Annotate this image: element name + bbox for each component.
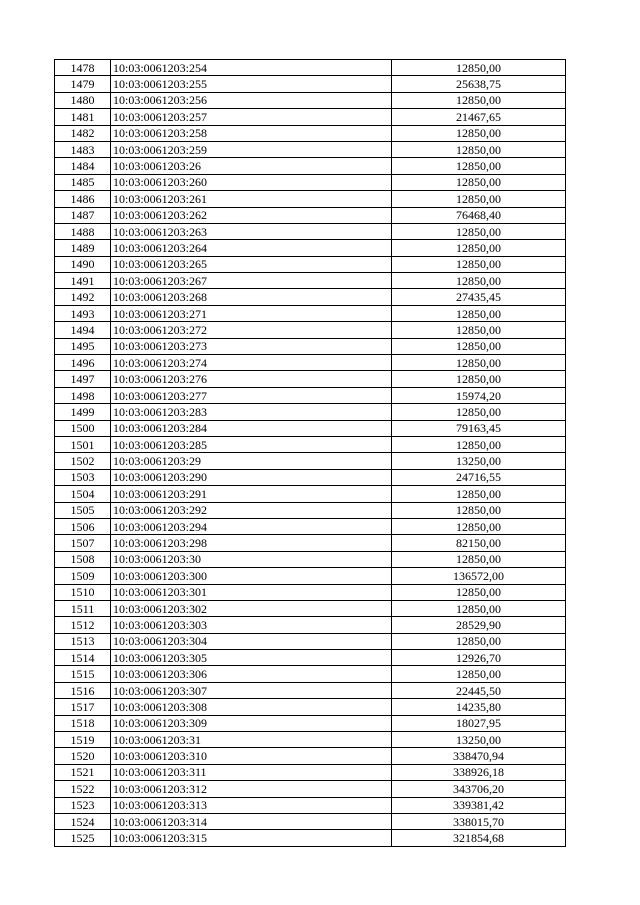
table-row <box>55 436 566 452</box>
table-row <box>55 732 566 748</box>
cadastral-value-table <box>54 59 566 847</box>
cadastral-number-cell: 10:03:0061203:259 <box>111 141 392 157</box>
cadastral-number-cell: 10:03:0061203:309 <box>111 715 392 731</box>
cadastral-number-cell: 10:03:0061203:292 <box>111 502 392 518</box>
row-number-cell: 1525 <box>55 830 111 846</box>
value-cell: 12850,00 <box>392 191 566 207</box>
row-number-cell: 1504 <box>55 486 111 502</box>
row-number-cell: 1524 <box>55 813 111 829</box>
value-cell: 12850,00 <box>392 502 566 518</box>
row-number-cell: 1482 <box>55 125 111 141</box>
value-cell: 321854,68 <box>392 830 566 846</box>
cadastral-number-cell: 10:03:0061203:314 <box>111 813 392 829</box>
table-row <box>55 109 566 125</box>
value-cell: 12850,00 <box>392 338 566 354</box>
table-row <box>55 223 566 239</box>
value-cell: 12850,00 <box>392 141 566 157</box>
cadastral-number-cell: 10:03:0061203:31 <box>111 732 392 748</box>
row-number-cell: 1490 <box>55 256 111 272</box>
cadastral-number-cell: 10:03:0061203:294 <box>111 518 392 534</box>
row-number-cell: 1502 <box>55 453 111 469</box>
value-cell: 343706,20 <box>392 781 566 797</box>
row-number-cell: 1497 <box>55 371 111 387</box>
table-row <box>55 420 566 436</box>
value-cell: 28529,90 <box>392 617 566 633</box>
value-cell: 12850,00 <box>392 60 566 76</box>
cadastral-number-cell: 10:03:0061203:310 <box>111 748 392 764</box>
table-row <box>55 666 566 682</box>
cadastral-number-cell: 10:03:0061203:311 <box>111 764 392 780</box>
value-cell: 12850,00 <box>392 355 566 371</box>
table-row <box>55 338 566 354</box>
row-number-cell: 1485 <box>55 174 111 190</box>
row-number-cell: 1521 <box>55 764 111 780</box>
row-number-cell: 1511 <box>55 600 111 616</box>
table-row <box>55 289 566 305</box>
cadastral-number-cell: 10:03:0061203:257 <box>111 109 392 125</box>
table-row <box>55 453 566 469</box>
value-cell: 339381,42 <box>392 797 566 813</box>
value-cell: 12850,00 <box>392 486 566 502</box>
row-number-cell: 1506 <box>55 518 111 534</box>
table-row <box>55 699 566 715</box>
value-cell: 338926,18 <box>392 764 566 780</box>
row-number-cell: 1503 <box>55 469 111 485</box>
cadastral-number-cell: 10:03:0061203:254 <box>111 60 392 76</box>
value-cell: 12850,00 <box>392 633 566 649</box>
value-cell: 18027,95 <box>392 715 566 731</box>
table-row <box>55 518 566 534</box>
value-cell: 12850,00 <box>392 240 566 256</box>
table-row <box>55 158 566 174</box>
cadastral-number-cell: 10:03:0061203:273 <box>111 338 392 354</box>
row-number-cell: 1486 <box>55 191 111 207</box>
row-number-cell: 1515 <box>55 666 111 682</box>
cadastral-number-cell: 10:03:0061203:291 <box>111 486 392 502</box>
table-row <box>55 469 566 485</box>
row-number-cell: 1478 <box>55 60 111 76</box>
table-row <box>55 174 566 190</box>
table-row <box>55 404 566 420</box>
table-row <box>55 650 566 666</box>
value-cell: 12850,00 <box>392 256 566 272</box>
cadastral-number-cell: 10:03:0061203:29 <box>111 453 392 469</box>
cadastral-number-cell: 10:03:0061203:274 <box>111 355 392 371</box>
value-cell: 79163,45 <box>392 420 566 436</box>
value-cell: 82150,00 <box>392 535 566 551</box>
cadastral-number-cell: 10:03:0061203:262 <box>111 207 392 223</box>
cadastral-number-cell: 10:03:0061203:276 <box>111 371 392 387</box>
table-row <box>55 371 566 387</box>
cadastral-number-cell: 10:03:0061203:261 <box>111 191 392 207</box>
value-cell: 12850,00 <box>392 600 566 616</box>
value-cell: 13250,00 <box>392 732 566 748</box>
cadastral-number-cell: 10:03:0061203:301 <box>111 584 392 600</box>
cadastral-number-cell: 10:03:0061203:263 <box>111 223 392 239</box>
table-row <box>55 92 566 108</box>
table-row <box>55 76 566 92</box>
cadastral-number-cell: 10:03:0061203:268 <box>111 289 392 305</box>
row-number-cell: 1489 <box>55 240 111 256</box>
cadastral-number-cell: 10:03:0061203:298 <box>111 535 392 551</box>
value-cell: 27435,45 <box>392 289 566 305</box>
value-cell: 12850,00 <box>392 404 566 420</box>
table-row <box>55 322 566 338</box>
row-number-cell: 1508 <box>55 551 111 567</box>
table-row <box>55 273 566 289</box>
cadastral-number-cell: 10:03:0061203:305 <box>111 650 392 666</box>
row-number-cell: 1509 <box>55 568 111 584</box>
cadastral-number-cell: 10:03:0061203:302 <box>111 600 392 616</box>
row-number-cell: 1496 <box>55 355 111 371</box>
cadastral-number-cell: 10:03:0061203:290 <box>111 469 392 485</box>
table-row <box>55 568 566 584</box>
table-row <box>55 240 566 256</box>
value-cell: 338015,70 <box>392 813 566 829</box>
value-cell: 12850,00 <box>392 174 566 190</box>
row-number-cell: 1520 <box>55 748 111 764</box>
value-cell: 12850,00 <box>392 371 566 387</box>
value-cell: 76468,40 <box>392 207 566 223</box>
cadastral-number-cell: 10:03:0061203:277 <box>111 387 392 403</box>
table-row <box>55 355 566 371</box>
table-row <box>55 551 566 567</box>
cadastral-number-cell: 10:03:0061203:265 <box>111 256 392 272</box>
value-cell: 12926,70 <box>392 650 566 666</box>
row-number-cell: 1522 <box>55 781 111 797</box>
value-cell: 338470,94 <box>392 748 566 764</box>
table-row <box>55 535 566 551</box>
row-number-cell: 1484 <box>55 158 111 174</box>
row-number-cell: 1505 <box>55 502 111 518</box>
row-number-cell: 1483 <box>55 141 111 157</box>
value-cell: 136572,00 <box>392 568 566 584</box>
cadastral-number-cell: 10:03:0061203:312 <box>111 781 392 797</box>
row-number-cell: 1491 <box>55 273 111 289</box>
cadastral-number-cell: 10:03:0061203:283 <box>111 404 392 420</box>
value-cell: 21467,65 <box>392 109 566 125</box>
row-number-cell: 1480 <box>55 92 111 108</box>
value-cell: 13250,00 <box>392 453 566 469</box>
row-number-cell: 1510 <box>55 584 111 600</box>
table-row <box>55 764 566 780</box>
row-number-cell: 1488 <box>55 223 111 239</box>
value-cell: 12850,00 <box>392 436 566 452</box>
table-row <box>55 387 566 403</box>
row-number-cell: 1513 <box>55 633 111 649</box>
value-cell: 12850,00 <box>392 666 566 682</box>
row-number-cell: 1493 <box>55 305 111 321</box>
value-cell: 12850,00 <box>392 273 566 289</box>
cadastral-number-cell: 10:03:0061203:30 <box>111 551 392 567</box>
cadastral-number-cell: 10:03:0061203:267 <box>111 273 392 289</box>
table-row <box>55 584 566 600</box>
row-number-cell: 1487 <box>55 207 111 223</box>
cadastral-number-cell: 10:03:0061203:264 <box>111 240 392 256</box>
row-number-cell: 1495 <box>55 338 111 354</box>
table-row <box>55 125 566 141</box>
value-cell: 12850,00 <box>392 158 566 174</box>
row-number-cell: 1519 <box>55 732 111 748</box>
value-cell: 12850,00 <box>392 584 566 600</box>
row-number-cell: 1492 <box>55 289 111 305</box>
cadastral-number-cell: 10:03:0061203:271 <box>111 305 392 321</box>
value-cell: 12850,00 <box>392 518 566 534</box>
table-row <box>55 502 566 518</box>
table-row <box>55 813 566 829</box>
table-row <box>55 256 566 272</box>
value-cell: 12850,00 <box>392 322 566 338</box>
row-number-cell: 1516 <box>55 682 111 698</box>
table-row <box>55 830 566 846</box>
cadastral-number-cell: 10:03:0061203:26 <box>111 158 392 174</box>
cadastral-number-cell: 10:03:0061203:315 <box>111 830 392 846</box>
table-row <box>55 715 566 731</box>
cadastral-number-cell: 10:03:0061203:307 <box>111 682 392 698</box>
row-number-cell: 1481 <box>55 109 111 125</box>
table-row <box>55 486 566 502</box>
value-cell: 22445,50 <box>392 682 566 698</box>
value-cell: 12850,00 <box>392 305 566 321</box>
row-number-cell: 1517 <box>55 699 111 715</box>
value-cell: 12850,00 <box>392 92 566 108</box>
table-row <box>55 797 566 813</box>
table-body <box>55 60 566 847</box>
table-row <box>55 600 566 616</box>
cadastral-number-cell: 10:03:0061203:255 <box>111 76 392 92</box>
row-number-cell: 1514 <box>55 650 111 666</box>
row-number-cell: 1494 <box>55 322 111 338</box>
table-row <box>55 617 566 633</box>
cadastral-number-cell: 10:03:0061203:304 <box>111 633 392 649</box>
row-number-cell: 1512 <box>55 617 111 633</box>
value-cell: 14235,80 <box>392 699 566 715</box>
table-row <box>55 633 566 649</box>
value-cell: 12850,00 <box>392 125 566 141</box>
table-row <box>55 748 566 764</box>
row-number-cell: 1507 <box>55 535 111 551</box>
table-row <box>55 141 566 157</box>
table-row <box>55 207 566 223</box>
value-cell: 25638,75 <box>392 76 566 92</box>
row-number-cell: 1523 <box>55 797 111 813</box>
cadastral-number-cell: 10:03:0061203:285 <box>111 436 392 452</box>
cadastral-number-cell: 10:03:0061203:256 <box>111 92 392 108</box>
table-row <box>55 191 566 207</box>
value-cell: 15974,20 <box>392 387 566 403</box>
cadastral-number-cell: 10:03:0061203:300 <box>111 568 392 584</box>
cadastral-number-cell: 10:03:0061203:272 <box>111 322 392 338</box>
table-row <box>55 60 566 76</box>
cadastral-number-cell: 10:03:0061203:260 <box>111 174 392 190</box>
row-number-cell: 1500 <box>55 420 111 436</box>
cadastral-number-cell: 10:03:0061203:303 <box>111 617 392 633</box>
cadastral-number-cell: 10:03:0061203:258 <box>111 125 392 141</box>
table-row <box>55 781 566 797</box>
cadastral-number-cell: 10:03:0061203:313 <box>111 797 392 813</box>
row-number-cell: 1479 <box>55 76 111 92</box>
cadastral-number-cell: 10:03:0061203:306 <box>111 666 392 682</box>
table-row <box>55 682 566 698</box>
cadastral-number-cell: 10:03:0061203:308 <box>111 699 392 715</box>
table-row <box>55 305 566 321</box>
cadastral-number-cell: 10:03:0061203:284 <box>111 420 392 436</box>
row-number-cell: 1499 <box>55 404 111 420</box>
value-cell: 12850,00 <box>392 223 566 239</box>
value-cell: 24716,55 <box>392 469 566 485</box>
row-number-cell: 1498 <box>55 387 111 403</box>
row-number-cell: 1501 <box>55 436 111 452</box>
row-number-cell: 1518 <box>55 715 111 731</box>
value-cell: 12850,00 <box>392 551 566 567</box>
